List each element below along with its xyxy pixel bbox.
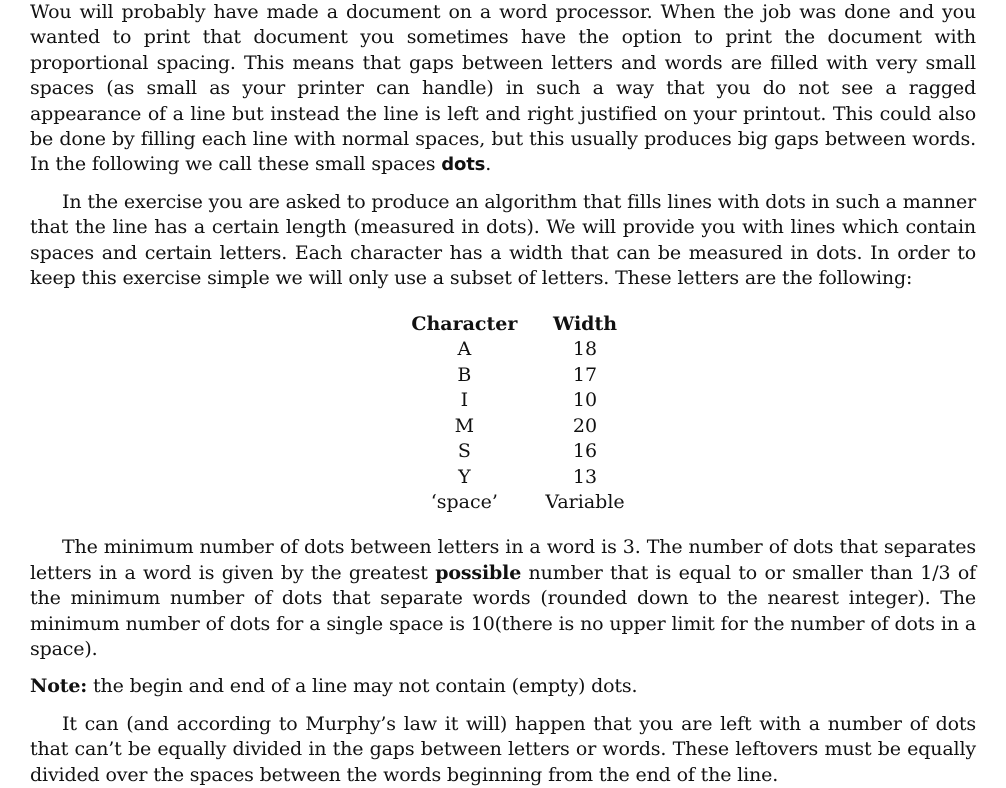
term-dots: dots (441, 154, 486, 176)
paragraph-intro (30, 0, 976, 178)
table-row (397, 465, 638, 490)
table-cell-width: Variable (545, 490, 625, 513)
document-page (30, 0, 976, 788)
table-cell-width: 13 (572, 465, 598, 488)
paragraph-intro-text: Wou will probably have made a document on a word processor. When the job was done and you wanted to print that document you sometimes have the option to print the document with proportional spacing. This means that gaps between letters and words are filled with very small spaces (as small as your printer can handle) in such a way that you do not see a ragged appearance of a line but instead the line is left and right justified on your printout. This could also be done by filling each line with normal spaces, but this usually produces big gaps between words. In the following we call these small spaces (30, 1, 976, 176)
table-header-character: Character (411, 313, 518, 336)
table-row (397, 363, 638, 388)
note-text: the begin and end of a line may not contain (empty) dots. (87, 675, 638, 698)
table-cell-character: A (457, 338, 472, 361)
table-cell-width: 17 (572, 363, 598, 386)
paragraph-note (30, 674, 976, 699)
table-cell-character: Y (458, 465, 471, 488)
paragraph-rules-text-b: number that is equal to or smaller than 1/3 of the minimum number of dots that separate words (rounded down to the nearest integer). The minimum number of dots for a single space is 10(there is no upper limit for the number of dots in a space). (30, 561, 976, 660)
paragraph-leftovers: It can (and according to Murphy’s law it will) happen that you are left with a number of dots that can’t be equally divided in the gaps between letters or words. These leftovers must be equally divided over the spaces between the words beginning from the end of the line. (30, 712, 976, 786)
table-cell-width: 10 (572, 389, 598, 412)
table-row (397, 414, 638, 439)
table-header-row (397, 311, 638, 337)
table-header-width: Width (552, 313, 618, 336)
table-row (397, 388, 638, 413)
table-cell-character: ‘space’ (430, 490, 498, 513)
paragraph-intro-end: . (485, 153, 492, 176)
table-cell-width: 16 (572, 440, 598, 463)
table-cell-width: 20 (572, 414, 598, 437)
table-cell-character: B (457, 363, 472, 386)
table-cell-character: M (454, 414, 475, 437)
paragraph-rules-text-a: The minimum number of dots between letters in a word is 3. The number of dots that separates letters in a word is given by the greatest (30, 536, 976, 584)
table-row (397, 490, 638, 515)
paragraph-exercise: In the exercise you are asked to produce an algorithm that fills lines with dots in such a manner that the line has a certain length (measured in dots). We will provide you with lines which contain spaces and certain letters. Each character has a width that can be measured in dots. In order to keep this exercise simple we will only use a subset of letters. These letters are the following: (30, 190, 976, 290)
table-cell-width: 18 (572, 338, 598, 361)
table-cell-character: I (460, 389, 469, 412)
note-label: Note: (30, 675, 88, 698)
character-width-table (397, 311, 638, 515)
table-row (397, 439, 638, 464)
character-width-table-wrap (30, 311, 976, 515)
paragraph-rules (30, 535, 976, 662)
term-possible: possible (435, 561, 522, 584)
table-cell-character: S (457, 440, 471, 463)
table-row (397, 337, 638, 362)
